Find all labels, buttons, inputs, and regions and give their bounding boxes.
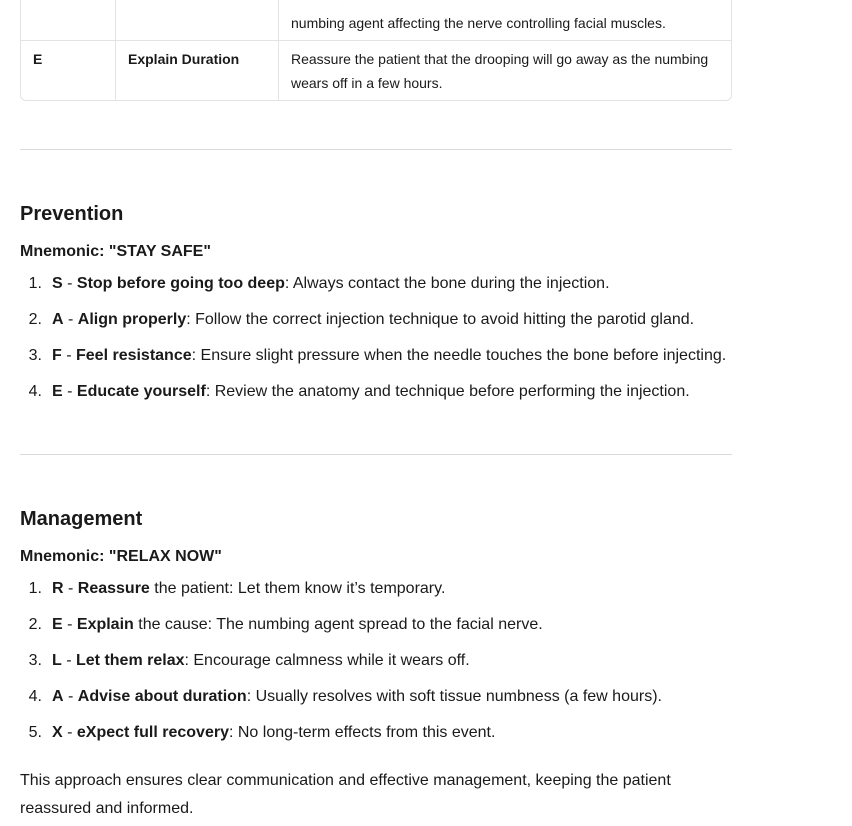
list-title: Align properly (77, 311, 187, 328)
list-number: 1. (28, 275, 42, 292)
list-item: 3. F - Feel resistance: Ensure slight pressure when the needle touches the bone before injecting. (20, 342, 732, 370)
closing-paragraph: This approach ensures clear communication and effective management, keeping the patient reassured and informed. (20, 772, 671, 817)
list-number: 2. (28, 616, 42, 633)
list-number: 5. (28, 724, 42, 741)
list-text: the patient: Let them know it’s temporary. (149, 580, 446, 597)
steps-table (20, 0, 732, 101)
list-title: Feel resistance (76, 347, 192, 364)
list-item: 4. A - Advise about duration: Usually resolves with soft tissue numbness (a few hours). (20, 683, 732, 711)
list-item: 5. X - eXpect full recovery: No long-term effects from this event. (20, 719, 732, 747)
list-item: 1. R - Reassure the patient: Let them know it’s temporary. (20, 575, 732, 603)
table-row (21, 41, 731, 100)
document-body (20, 0, 732, 823)
list-letter: X (52, 724, 63, 741)
table-cell-step: Explain Duration (116, 41, 279, 100)
prevention-heading: Prevention (20, 203, 124, 225)
list-title: eXpect full recovery (76, 724, 229, 741)
list-text: : Encourage calmness while it wears off. (184, 652, 470, 669)
list-text: the cause: The numbing agent spread to the facial nerve. (133, 616, 543, 633)
table-cell-description (279, 0, 731, 41)
list-title: Educate yourself (76, 383, 206, 400)
list-item: 4. E - Educate yourself: Review the anatomy and technique before performing the injection. (20, 378, 732, 406)
list-item: 3. L - Let them relax: Encourage calmness while it wears off. (20, 647, 732, 675)
management-mnemonic: Mnemonic: "RELAX NOW" (20, 548, 222, 565)
list-number: 3. (28, 347, 42, 364)
list-number: 3. (28, 652, 42, 669)
list-number: 2. (28, 311, 42, 328)
list-item: 2. A - Align properly: Follow the correct injection technique to avoid hitting the parotid gland. (20, 306, 732, 334)
list-letter: F (52, 347, 62, 364)
list-letter: R (52, 580, 64, 597)
table-cell-letter (21, 0, 116, 41)
list-letter: L (52, 652, 62, 669)
list-letter: S (52, 275, 63, 292)
prevention-mnemonic: Mnemonic: "STAY SAFE" (20, 243, 211, 260)
list-title: Stop before going too deep (76, 275, 285, 292)
list-text: : Follow the correct injection technique to avoid hitting the parotid gland. (186, 311, 695, 328)
list-number: 4. (28, 688, 42, 705)
list-title: Let them relax (76, 652, 185, 669)
list-text: : Usually resolves with soft tissue numbness (a few hours). (246, 688, 662, 705)
list-letter: A (52, 688, 64, 705)
list-letter: E (52, 616, 63, 633)
list-text: : Always contact the bone during the injection. (284, 275, 610, 292)
prevention-list (20, 270, 732, 406)
list-letter: E (52, 383, 63, 400)
table-cell-letter: E (21, 41, 116, 100)
table-cell-description-text: numbing agent affecting the nerve controlling facial muscles. (291, 15, 666, 31)
list-item: 2. E - Explain the cause: The numbing agent spread to the facial nerve. (20, 611, 732, 639)
management-heading: Management (20, 508, 143, 530)
table-row (21, 0, 731, 41)
list-number: 1. (28, 580, 42, 597)
list-title: Advise about duration (77, 688, 247, 705)
table-cell-description: Reassure the patient that the drooping will go away as the numbing wears off in a few hours. (291, 51, 709, 91)
list-text: : Ensure slight pressure when the needle touches the bone before injecting. (191, 347, 727, 364)
list-number: 4. (28, 383, 42, 400)
list-title: Explain (76, 616, 134, 633)
table-cell-step (116, 0, 279, 41)
management-list (20, 575, 732, 747)
list-item: 1. S - Stop before going too deep: Always contact the bone during the injection. (20, 270, 732, 298)
list-letter: A (52, 311, 64, 328)
list-title: Reassure (77, 580, 150, 597)
list-text: : No long-term effects from this event. (228, 724, 496, 741)
list-text: : Review the anatomy and technique before performing the injection. (205, 383, 690, 400)
